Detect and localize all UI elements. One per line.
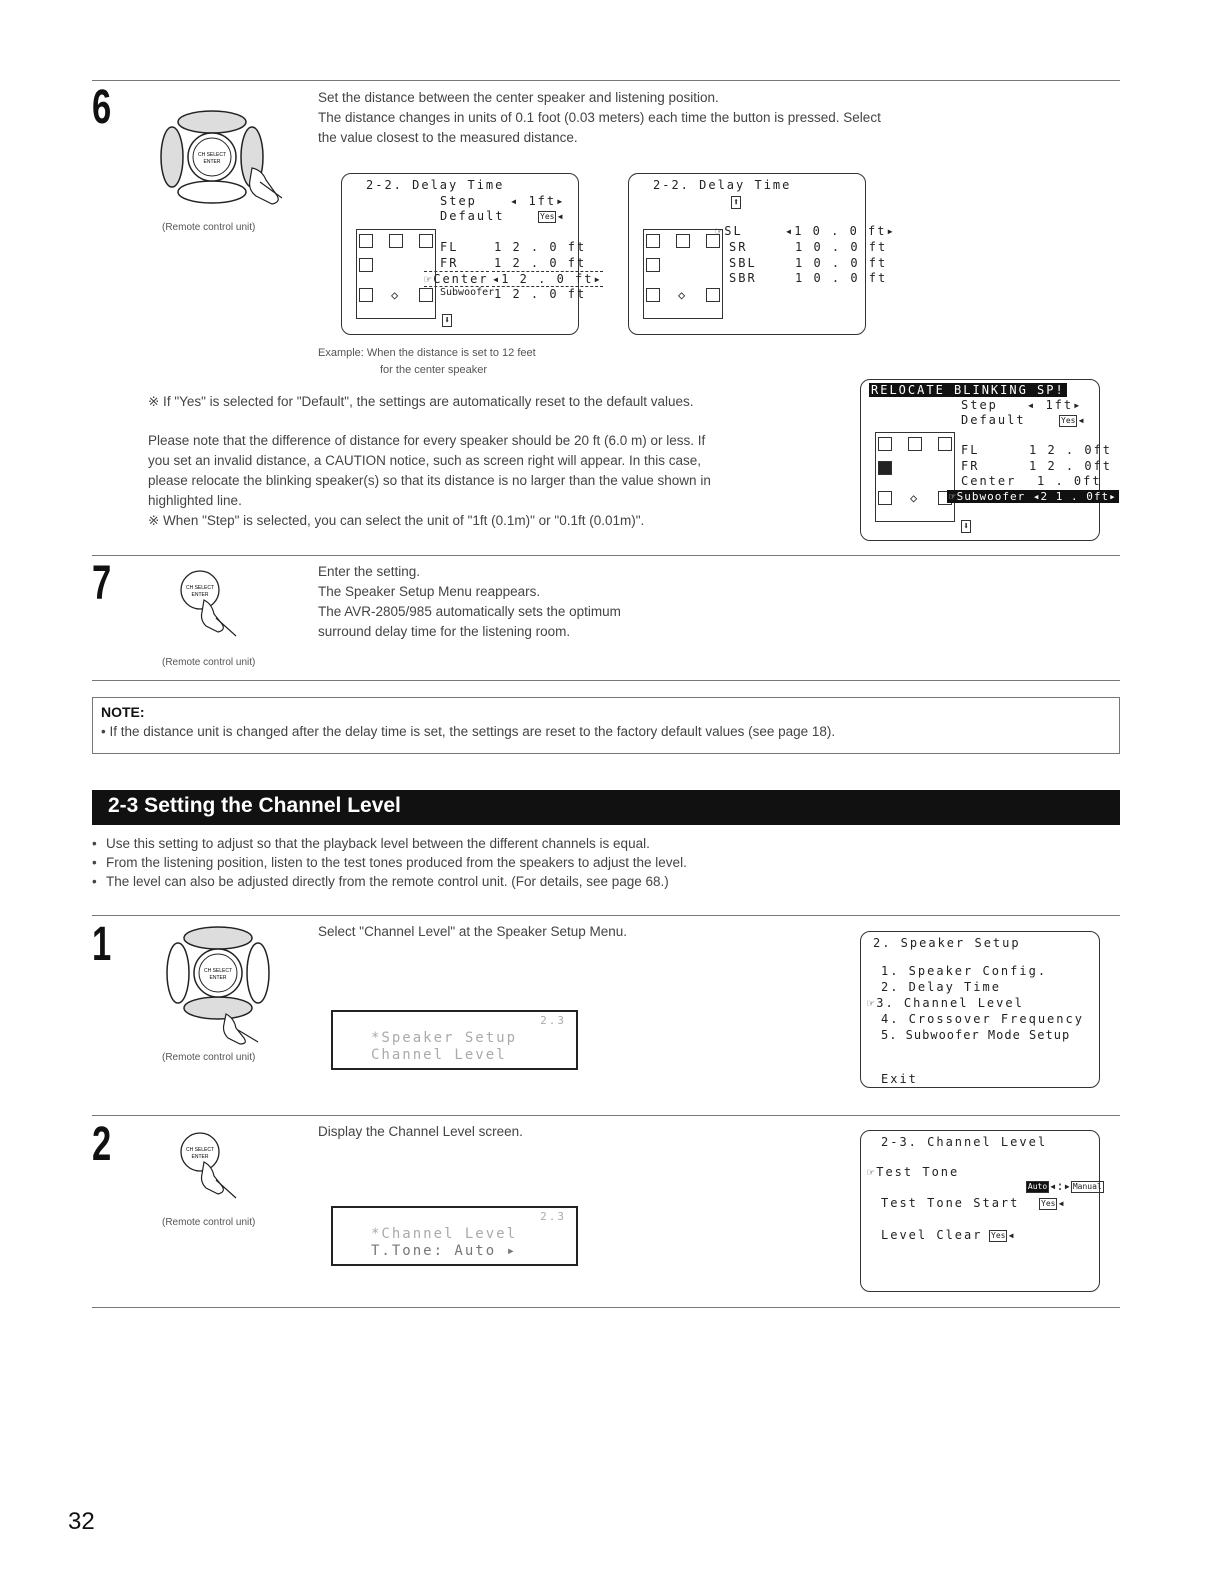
level-clear-label[interactable]: Level Clear (881, 1228, 983, 1242)
osd-step-label: Step (440, 194, 477, 208)
divider-note (92, 680, 1120, 681)
scroll-down-icon: ⬇ (444, 315, 451, 326)
enter-button-icon (178, 1130, 258, 1210)
step-number-7: 7 (92, 557, 112, 610)
osd-row-sr-label: SR (729, 240, 748, 254)
scroll-up-icon: ⬆ (733, 197, 740, 208)
example-caption-line1: Example: When the distance is set to 12 feet (318, 347, 536, 359)
level-clear-yes[interactable]: Yes ◂ (991, 1228, 1015, 1242)
osd-title: 2-2. Delay Time (653, 178, 792, 192)
menu-item-subwoofer-mode-setup[interactable]: 5. Subwoofer Mode Setup (881, 1028, 1071, 1042)
svg-text:CH SELECT: CH SELECT (185, 585, 215, 591)
remote-caption: (Remote control unit) (162, 657, 256, 668)
test-tone-start-yes[interactable]: Yes ◂ (1041, 1196, 1065, 1210)
note-heading: NOTE: (101, 704, 145, 720)
lcd-line1: *Speaker Setup (371, 1030, 518, 1046)
section-bullets (92, 834, 687, 891)
svg-text:ENTER: ENTER (191, 1154, 209, 1160)
osd-row-center-value: 1 . 0ft (1037, 474, 1102, 488)
osd-default-label: Default (961, 413, 1026, 427)
svg-text:ENTER: ENTER (203, 159, 221, 165)
test-tone-mode[interactable]: Auto ◂:▸ Manual (1027, 1179, 1102, 1193)
speaker-layout-icon: ◇ (875, 432, 955, 522)
svg-text:ENTER: ENTER (191, 592, 209, 598)
enter-button-icon (178, 568, 258, 648)
remote-caption: (Remote control unit) (162, 1217, 256, 1228)
bullet-item: • The level can also be adjusted directly from the remote control unit. (For details, see page 68.) (92, 872, 687, 891)
para-line4: highlighted line. (148, 493, 242, 508)
step6-line1: Set the distance between the center speaker and listening position. (318, 90, 719, 105)
osd-row-sbr-value: 1 0 . 0 ft (795, 271, 888, 285)
step7-line2: The Speaker Setup Menu reappears. (318, 584, 541, 599)
step-number-6: 6 (92, 81, 112, 134)
menu-item-delay-time[interactable]: 2. Delay Time (881, 980, 1001, 994)
osd-default-yes: Yes ◂ (1061, 413, 1087, 427)
menu-item-channel-level[interactable]: ☞3. Channel Level (867, 996, 1024, 1010)
osd-row-sr-value: 1 0 . 0 ft (795, 240, 888, 254)
remote-caption: (Remote control unit) (162, 222, 256, 233)
step2-text: Display the Channel Level screen. (318, 1124, 523, 1139)
osd-row-sbl-label: SBL (729, 256, 757, 270)
osd-relocate-caution (860, 379, 1117, 541)
osd-row-center-label: Center (961, 474, 1017, 488)
example-caption-line2: for the center speaker (380, 364, 488, 376)
note-step-unit: ※ When "Step" is selected, you can select the unit of "1ft (0.1m)" or "0.1ft (0.01m)". (148, 513, 645, 528)
osd-row-fr-value: 1 2 . 0ft (1029, 459, 1113, 473)
lcd-number: 2.3 (540, 1014, 566, 1027)
osd-delay-time-surround (628, 173, 896, 335)
osd-row-fl-label: FL (440, 240, 459, 254)
osd-default-yes: Yes ◂ (540, 209, 566, 223)
osd-row-center-label: ☞Center (424, 272, 489, 286)
osd-row-fr-label: FR (440, 256, 459, 270)
osd-row-sl-label: ☞SL (715, 224, 743, 238)
osd-default-label: Default (440, 209, 505, 223)
para-line1: Please note that the difference of distance for every speaker should be 20 ft (6.0 m) or less. If (148, 433, 706, 448)
osd-delay-time-center (341, 173, 603, 335)
step1-text: Select "Channel Level" at the Speaker Setup Menu. (318, 924, 628, 939)
section-title-bar (92, 790, 1120, 825)
divider-step1 (92, 915, 1120, 916)
auto-option[interactable]: Auto (1027, 1181, 1048, 1191)
osd-row-fl-value: 1 2 . 0 ft (494, 240, 587, 254)
step-number-1: 1 (92, 918, 112, 971)
osd-title: 2. Speaker Setup (873, 936, 1021, 950)
note-text: • If the distance unit is changed after the delay time is set, the settings are reset to the factory default values (see page 18). (101, 724, 836, 739)
svg-text:CH SELECT: CH SELECT (185, 1147, 215, 1153)
step7-line4: surround delay time for the listening room. (318, 624, 571, 639)
para-line2: you set an invalid distance, a CAUTION notice, such as screen right will appear. In this case, (148, 453, 702, 468)
bullet-item: • From the listening position, listen to the test tones produced from the speakers to adjust the level. (92, 853, 687, 872)
osd-row-fr-label: FR (961, 459, 980, 473)
divider-step7 (92, 555, 1120, 556)
lcd-display-speaker-setup (331, 1010, 578, 1070)
osd-title: 2-3. Channel Level (881, 1135, 1048, 1149)
osd-row-subwoofer-value: 1 2 . 0 ft (494, 287, 587, 301)
step6-line2: The distance changes in units of 0.1 foot (0.03 meters) each time the button is pressed. Select (318, 110, 881, 125)
test-tone-label[interactable]: ☞Test Tone (867, 1165, 960, 1179)
speaker-layout-icon: ◇ (643, 229, 723, 319)
lcd-line2: Channel Level (371, 1047, 507, 1063)
note-box (92, 697, 1120, 754)
osd-row-center-value: ◂1 2 . 0 ft▸ (492, 272, 603, 286)
osd-step-value: ◂ 1ft▸ (1027, 398, 1083, 412)
osd-row-fl-label: FL (961, 443, 980, 457)
divider-step2 (92, 1115, 1120, 1116)
bullet-item: • Use this setting to adjust so that the playback level between the different channels is equal. (92, 834, 687, 853)
osd-title: 2-2. Delay Time (366, 178, 505, 192)
divider-bottom (92, 1307, 1120, 1308)
lcd-line1: *Channel Level (371, 1226, 518, 1242)
osd-row-sbr-label: SBR (729, 271, 757, 285)
osd-row-sbl-value: 1 0 . 0 ft (795, 256, 888, 270)
svg-text:CH SELECT: CH SELECT (197, 152, 227, 158)
menu-item-speaker-config[interactable]: 1. Speaker Config. (881, 964, 1048, 978)
osd-speaker-setup-menu (860, 931, 1100, 1088)
osd-highlight-subwoofer: ☞Subwoofer ◂2 1 . 0ft▸ (949, 490, 1117, 503)
osd-step-value: ◂ 1ft▸ (510, 194, 566, 208)
osd-step-label: Step (961, 398, 998, 412)
step7-line3: The AVR-2805/985 automatically sets the optimum (318, 604, 621, 619)
step6-line3: the value closest to the measured distance. (318, 130, 578, 145)
osd-row-fl-value: 1 2 . 0ft (1029, 443, 1113, 457)
page-number: 32 (68, 1508, 95, 1535)
osd-row-subwoofer-label: Subwoofer (440, 287, 495, 298)
step-number-2: 2 (92, 1118, 112, 1171)
lcd-line2: T.Tone: Auto ▸ (371, 1243, 518, 1259)
remote-dpad-icon (166, 926, 296, 1046)
remote-caption: (Remote control unit) (162, 1052, 256, 1063)
menu-item-exit[interactable]: Exit (881, 1072, 918, 1086)
remote-dpad-icon (160, 100, 290, 210)
scroll-down-icon: ⬇ (963, 521, 970, 532)
svg-text:ENTER: ENTER (209, 975, 227, 981)
menu-item-crossover-frequency[interactable]: 4. Crossover Frequency (881, 1012, 1084, 1026)
step7-line1: Enter the setting. (318, 564, 421, 579)
svg-text:CH SELECT: CH SELECT (203, 968, 233, 974)
para-line3: please relocate the blinking speaker(s) so that its distance is no larger than the value shown in (148, 473, 711, 488)
osd-row-sl-value: ◂1 0 . 0 ft▸ (785, 224, 896, 238)
divider-top (92, 80, 1120, 81)
section-title: 2-3 Setting the Channel Level (108, 794, 401, 817)
manual-option[interactable]: Manual (1072, 1181, 1102, 1191)
lcd-display-channel-level (331, 1206, 578, 1266)
lcd-number: 2.3 (540, 1210, 566, 1223)
test-tone-start-label[interactable]: Test Tone Start (881, 1196, 1020, 1210)
osd-row-fr-value: 1 2 . 0 ft (494, 256, 587, 270)
speaker-layout-icon: ◇ (356, 229, 436, 319)
note-yes-default: ※ If "Yes" is selected for "Default", the settings are automatically reset to the default values. (148, 394, 694, 409)
osd-channel-level (860, 1130, 1100, 1292)
osd-caution-title: RELOCATE BLINKING SP! (871, 383, 1065, 397)
